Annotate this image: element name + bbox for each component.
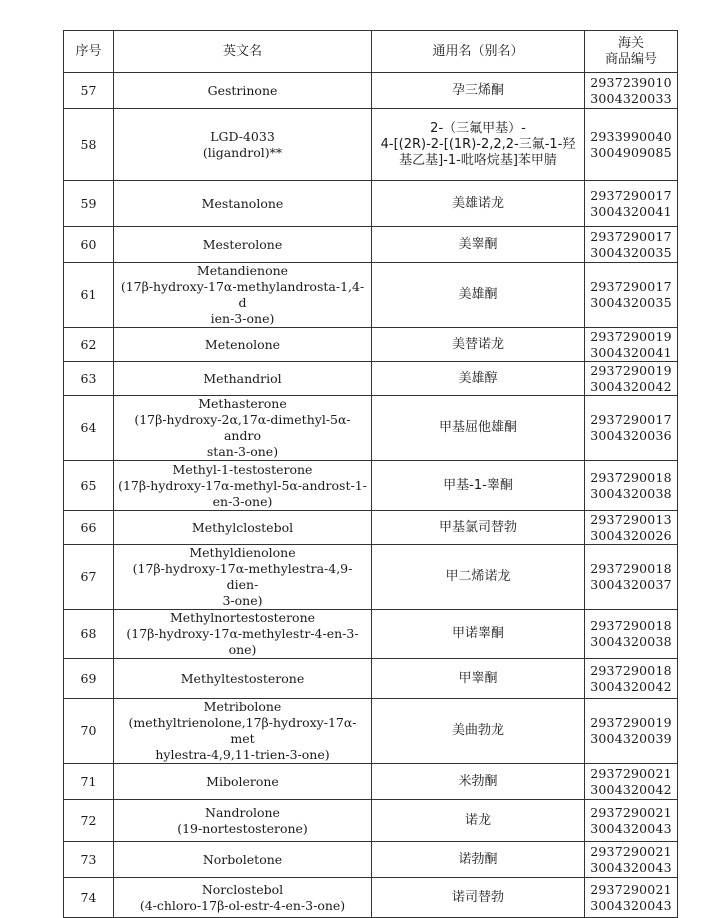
english-name-cell	[114, 362, 372, 396]
generic-name-cell	[372, 181, 585, 227]
english-name-cell	[114, 878, 372, 918]
customs-code-cell	[585, 362, 678, 396]
generic-name-cell	[372, 659, 585, 699]
english-name-cell	[114, 181, 372, 227]
customs-code-line: 2937290021	[590, 881, 672, 897]
customs-code-line: 3004320042	[590, 781, 672, 797]
generic-name-cell	[372, 800, 585, 842]
english-name-line: (ligandrol)**	[202, 144, 283, 160]
customs-code-line: 3004320043	[590, 897, 672, 913]
english-name-line: Methandriol	[203, 370, 282, 386]
customs-code-line: 3004320035	[590, 244, 672, 260]
generic-name-cell	[372, 396, 585, 461]
table-row	[64, 73, 678, 109]
header-generic-name: 通用名（别名）	[372, 31, 585, 73]
english-name-cell	[114, 461, 372, 511]
table-row	[64, 610, 678, 659]
header-row	[64, 31, 678, 73]
english-name-line: Nandrolone	[205, 804, 280, 820]
generic-name-line: 甲二烯诺龙	[445, 569, 511, 584]
generic-name-line: 美睾酮	[458, 236, 498, 252]
header-customs-code-line2: 商品编号	[604, 51, 657, 67]
generic-name-line: 米勃酮	[458, 773, 498, 789]
generic-name-line: 美雄酮	[458, 287, 498, 302]
customs-code-line: 3004320038	[590, 634, 672, 649]
english-name-line: Norboletone	[202, 851, 283, 867]
table-row	[64, 263, 678, 328]
serial-number-cell: 73	[64, 842, 114, 878]
customs-code-line: 3004320041	[590, 344, 672, 360]
generic-name-line: 甲睾酮	[458, 670, 498, 686]
table-row	[64, 842, 678, 878]
substance-table	[63, 30, 678, 918]
generic-name-cell	[372, 328, 585, 362]
generic-name-line: 诺龙	[464, 812, 491, 828]
table-row	[64, 181, 678, 227]
generic-name-cell	[372, 511, 585, 545]
generic-name-line: 甲诺睾酮	[451, 626, 504, 641]
english-name-line: 3-one)	[222, 593, 263, 608]
customs-code-cell	[585, 328, 678, 362]
serial-number-cell: 72	[64, 800, 114, 842]
header-english-name: 英文名	[114, 31, 372, 73]
generic-name-line: 2-（三氟甲基）-	[430, 120, 526, 136]
customs-code-cell	[585, 109, 678, 181]
english-name-cell	[114, 800, 372, 842]
english-name-line: Methylclostebol	[191, 519, 294, 535]
generic-name-line: 基乙基]-1-吡咯烷基]苯甲腈	[399, 152, 557, 168]
customs-code-line: 2937290017	[590, 279, 672, 294]
customs-code-line: 3004320041	[590, 203, 672, 219]
serial-number-cell: 58	[64, 109, 114, 181]
generic-name-cell	[372, 545, 585, 610]
customs-code-line: 2937290018	[590, 618, 672, 633]
customs-code-cell	[585, 181, 678, 227]
customs-code-cell	[585, 545, 678, 610]
english-name-line: (methyltrienolone,17β-hydroxy-17α-met	[128, 715, 357, 746]
customs-code-line: 3004320026	[590, 527, 672, 543]
english-name-line: (4-chloro-17β-ol-estr-4-en-3-one)	[139, 897, 346, 913]
generic-name-line: 甲基氯司替勃	[438, 519, 517, 535]
generic-name-cell	[372, 878, 585, 918]
table-row	[64, 545, 678, 610]
english-name-line: Mibolerone	[206, 773, 279, 789]
english-name-line: Mestanolone	[201, 195, 284, 211]
english-name-line: Metenolone	[204, 336, 281, 352]
generic-name-cell	[372, 227, 585, 263]
english-name-line: Metandienone	[196, 263, 289, 278]
generic-name-cell	[372, 362, 585, 396]
customs-code-line: 2937290021	[590, 804, 672, 820]
english-name-line: Methyl-1-testosterone	[172, 461, 313, 477]
customs-code-line: 3004320043	[590, 820, 672, 836]
english-name-cell	[114, 511, 372, 545]
serial-number-cell: 71	[64, 764, 114, 800]
customs-code-cell	[585, 461, 678, 511]
serial-number-cell: 62	[64, 328, 114, 362]
header-customs-code	[585, 31, 678, 73]
generic-name-cell	[372, 461, 585, 511]
table-row	[64, 362, 678, 396]
generic-name-cell	[372, 73, 585, 109]
generic-name-line: 美雄醇	[458, 370, 498, 386]
customs-code-line: 3004320039	[590, 731, 672, 746]
generic-name-line: 甲基-1-睾酮	[443, 477, 513, 493]
english-name-cell	[114, 610, 372, 659]
english-name-line: Mesterolone	[202, 236, 283, 252]
english-name-line: ien-3-one)	[210, 311, 275, 326]
english-name-cell	[114, 227, 372, 263]
customs-code-line: 2937290018	[590, 561, 672, 576]
customs-code-line: 3004320035	[590, 295, 672, 310]
english-name-line: Gestrinone	[207, 82, 278, 98]
serial-number-cell: 59	[64, 181, 114, 227]
english-name-cell	[114, 396, 372, 461]
customs-code-line: 2937290013	[590, 511, 672, 527]
serial-number-cell: 74	[64, 878, 114, 918]
table-row	[64, 659, 678, 699]
customs-code-line: 2937239010	[590, 74, 672, 90]
english-name-line: en-3-one)	[212, 493, 273, 509]
customs-code-line: 2933990040	[590, 128, 672, 144]
customs-code-line: 2937290017	[590, 412, 672, 427]
english-name-cell	[114, 109, 372, 181]
customs-code-line: 2937290021	[590, 843, 672, 859]
table-row	[64, 878, 678, 918]
customs-code-cell	[585, 878, 678, 918]
english-name-line: Methasterone	[198, 396, 287, 411]
header-serial-number: 序号	[64, 31, 114, 73]
table-body	[64, 73, 678, 918]
customs-code-line: 3004320042	[590, 678, 672, 694]
serial-number-cell: 69	[64, 659, 114, 699]
generic-name-line: 4-[(2R)-2-[(1R)-2,2,2-三氟-1-羟	[380, 136, 576, 152]
customs-code-line: 2937290021	[590, 765, 672, 781]
english-name-cell	[114, 842, 372, 878]
customs-code-line: 3004320042	[590, 378, 672, 394]
serial-number-cell: 57	[64, 73, 114, 109]
table-row	[64, 461, 678, 511]
english-name-line: Methylnortestosterone	[169, 610, 316, 625]
customs-code-line: 3004320043	[590, 859, 672, 875]
customs-code-cell	[585, 610, 678, 659]
generic-name-cell	[372, 764, 585, 800]
customs-code-cell	[585, 659, 678, 699]
table-row	[64, 511, 678, 545]
generic-name-cell	[372, 109, 585, 181]
serial-number-cell: 60	[64, 227, 114, 263]
customs-code-cell	[585, 263, 678, 328]
serial-number-cell: 66	[64, 511, 114, 545]
serial-number-cell: 64	[64, 396, 114, 461]
customs-code-line: 2937290017	[590, 187, 672, 203]
generic-name-line: 诺司替勃	[451, 889, 504, 905]
english-name-cell	[114, 699, 372, 764]
english-name-line: (17β-hydroxy-17α-methylandrosta-1,4-d	[120, 279, 365, 310]
english-name-line: stan-3-one)	[206, 444, 279, 459]
table-row	[64, 396, 678, 461]
generic-name-cell	[372, 263, 585, 328]
customs-code-line: 3004320033	[590, 90, 672, 106]
customs-code-cell	[585, 227, 678, 263]
customs-code-cell	[585, 764, 678, 800]
english-name-line: Methyldienolone	[189, 545, 296, 560]
english-name-line: (17β-hydroxy-17α-methyl-5α-androst-1-	[118, 477, 367, 493]
english-name-cell	[114, 328, 372, 362]
english-name-cell	[114, 764, 372, 800]
serial-number-cell: 65	[64, 461, 114, 511]
english-name-cell	[114, 73, 372, 109]
table-row	[64, 699, 678, 764]
english-name-line: (17β-hydroxy-2α,17α-dimethyl-5α-andro	[134, 412, 351, 443]
generic-name-cell	[372, 842, 585, 878]
english-name-line: LGD-4033	[210, 128, 275, 144]
table-row	[64, 328, 678, 362]
english-name-line: (19-nortestosterone)	[177, 820, 308, 836]
customs-code-line: 2937290018	[590, 469, 672, 485]
serial-number-cell: 70	[64, 699, 114, 764]
generic-name-line: 甲基屈他雄酮	[438, 420, 517, 435]
customs-code-line: 2937290018	[590, 662, 672, 678]
customs-code-line: 2937290019	[590, 328, 672, 344]
customs-code-cell	[585, 699, 678, 764]
customs-code-line: 3004320037	[590, 577, 672, 592]
english-name-line: Metribolone	[203, 699, 282, 714]
serial-number-cell: 61	[64, 263, 114, 328]
header-customs-code-line1: 海关	[617, 35, 644, 51]
customs-code-cell	[585, 511, 678, 545]
customs-code-line: 3004909085	[590, 144, 672, 160]
generic-name-cell	[372, 699, 585, 764]
serial-number-cell: 63	[64, 362, 114, 396]
customs-code-line: 3004320038	[590, 485, 672, 501]
customs-code-line: 2937290019	[590, 362, 672, 378]
generic-name-cell	[372, 610, 585, 659]
table-row	[64, 109, 678, 181]
table-row	[64, 800, 678, 842]
generic-name-line: 孕三烯酮	[451, 82, 504, 98]
table-row	[64, 227, 678, 263]
customs-code-cell	[585, 842, 678, 878]
english-name-line: (17β-hydroxy-17α-methylestra-4,9-dien-	[132, 561, 353, 592]
english-name-line: hylestra-4,9,11-trien-3-one)	[155, 747, 330, 762]
generic-name-line: 诺勃酮	[458, 851, 498, 867]
serial-number-cell: 67	[64, 545, 114, 610]
english-name-cell	[114, 263, 372, 328]
table-row	[64, 764, 678, 800]
customs-code-cell	[585, 73, 678, 109]
english-name-line: Norclostebol	[201, 881, 284, 897]
customs-code-line: 2937290017	[590, 228, 672, 244]
generic-name-line: 美替诺龙	[451, 336, 504, 352]
customs-code-cell	[585, 800, 678, 842]
english-name-line: Methyltestosterone	[180, 670, 305, 686]
generic-name-line: 美曲勃龙	[451, 723, 504, 738]
english-name-cell	[114, 545, 372, 610]
english-name-line: (17β-hydroxy-17α-methylestr-4-en-3-one)	[126, 626, 359, 657]
customs-code-line: 3004320036	[590, 428, 672, 443]
customs-code-cell	[585, 396, 678, 461]
customs-code-line: 2937290019	[590, 715, 672, 730]
english-name-cell	[114, 659, 372, 699]
serial-number-cell: 68	[64, 610, 114, 659]
generic-name-line: 美雄诺龙	[451, 195, 504, 211]
